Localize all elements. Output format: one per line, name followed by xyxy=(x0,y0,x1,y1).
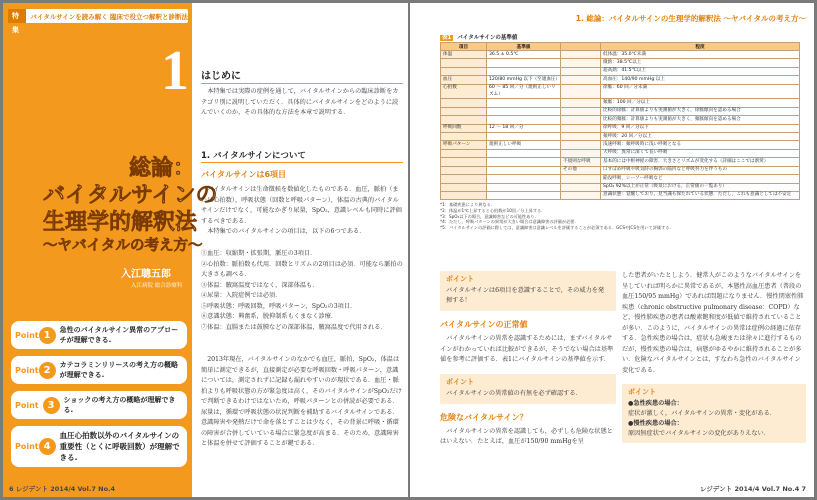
hypertension-example-paragraph: した患者がいたとしよう．健常人がこのようなバイタルサインを呈していれば明らかに異常であるが，本態性高血圧患者（普段の血圧150/95 mmHg）であれば問題になりません．慢性閉塞性肺疾患（chronic obstructive pulmonary disease：COPD）など，慢性肺疾患の患者は酸素飽和度が低値で維持されていることが多い．このように，バイタルサインの異常は症例の経過に依存する．急性疾患の場合は，症状も急峻または徐々に進行するものだが，慢性疾患の場合は，病態がゆるやかに維持されることが多い．危険なバイタルサインとは，すなわち急性のバイタルサイン変化である． xyxy=(622,272,804,374)
table-cell-sub xyxy=(561,51,601,59)
point-number-badge: 1 xyxy=(39,327,56,344)
point-text: 血圧心拍数以外のバイタルサインの重要性（とくに呼吸回数）が理解できる. xyxy=(59,431,180,462)
table-cell-sub xyxy=(561,84,601,99)
point-item-2 xyxy=(11,356,187,384)
author-affiliation: 入江病院 総合診療科 xyxy=(131,283,183,289)
table-cell-deg: 徐呼吸：9 回／分以下 xyxy=(601,124,800,132)
right-page xyxy=(410,3,814,497)
table-cell-deg: 高血圧：140/90 mmHg 以上 xyxy=(601,76,800,84)
table-cell-std: 12 ～ 18 回／分 xyxy=(487,124,561,132)
table-cell-item: 呼吸回数 xyxy=(441,124,487,132)
table-row xyxy=(441,191,800,199)
table-row xyxy=(441,51,800,59)
table-cell-std: 60 ～ 85 回／分（規則正しいリズム） xyxy=(487,84,561,99)
table-header: 項目 xyxy=(441,43,487,51)
table-cell-deg: 頻呼吸：20 回／分以上 xyxy=(601,133,800,141)
table-cell-sub xyxy=(561,175,601,183)
page-folio-left: 6 レジデント 2014/4 Vol.7 No.4 xyxy=(9,485,116,493)
left-page xyxy=(3,3,408,497)
table-cell-deg: 超高熱：41.5℃以上 xyxy=(601,67,800,75)
list-item: ②心拍数：脈拍数も代用．回数とリズムの2項目は必須．可能なら脈拍の大きさも調べる． xyxy=(201,260,403,278)
list-item: ③体温：腋窩温度ではなく，深部体温も． xyxy=(201,281,319,289)
point-item-1 xyxy=(11,321,187,349)
table-cell-item xyxy=(441,59,487,67)
vital-definition-paragraph: バイタルサインは生命徴候を数値化したものである．血圧，脈拍（または心拍数），呼吸状態（回数と呼吸パターン），体温の古典的バイタルサインだけでなく，可能なかぎり尿量，SpO₂，意識レベルも同時に評価するべきである． xyxy=(201,186,402,225)
feature-title: バイタルサインを読み解く 臨床で役立つ解釈と診断法 xyxy=(30,12,188,21)
point-label: Point xyxy=(15,442,39,451)
section-heading-vital-signs: 1. バイタルサインについて xyxy=(201,149,403,163)
table-cell-item: 呼吸パターン xyxy=(441,141,487,149)
table-row xyxy=(441,59,800,67)
point-item-4 xyxy=(11,426,187,467)
table-cell-item: 血圧 xyxy=(441,76,487,84)
table-row xyxy=(441,175,800,183)
point-label: Point xyxy=(15,365,39,375)
table-cell-sub xyxy=(561,116,601,124)
article-title xyxy=(43,155,218,256)
vital-sign-table xyxy=(440,42,800,200)
current-situation-paragraph: 2013年現在，バイタルサインのなかでも血圧，脈拍，SpO₂，体温は簡単に測定できるが，直接測定が必要な呼吸回数・呼吸パターン，意識については，測定されずに記録も漏れやすいのが現状である．血圧・脈拍よりも呼吸状態の方が緊急度は高く，そのバイタルサインがSpO₂だけで判断できるわけではないため，呼吸パターンとの併読が必要である．尿量は，循環で呼吸状態の状況判断を補助するバイタルサインである．意識障害や発熱だけで命を落とすことは少なく，その背景に呼吸・循環の障害が合併していている場合に緊急度が高まる．そのため，意識障害と体温を併せて評価することが鍵である． xyxy=(201,356,402,447)
list-item: ①血圧：収縮期・拡張期，脈圧の3項目． xyxy=(201,250,317,257)
point-text: 急性のバイタルサイン異常のアプローチが理解できる. xyxy=(59,326,179,344)
point-label: Point xyxy=(15,400,39,410)
point-box-text: バイタルサインの異常値の有無を必ず確認する． xyxy=(446,389,582,397)
table-note: *5：バイタルサインの評価に際しては，意識障害は意識レベルを評価することが必須である．GCSやJCSを用いて評価する． xyxy=(440,224,674,230)
orange-column xyxy=(3,3,218,497)
table-cell-item xyxy=(441,158,487,166)
table-row xyxy=(441,76,800,84)
table-cell-std xyxy=(487,191,561,199)
table-cell-item xyxy=(441,191,487,199)
point-box-title: ポイント xyxy=(446,275,474,283)
point-box-item: ●急性疾患の場合： xyxy=(628,400,683,407)
subheading-six-items: バイタルサインは6項目 xyxy=(201,170,287,179)
table-note: *3：SpO₂以下の場合，意識障害などの可能性あり． xyxy=(440,213,539,219)
table-row xyxy=(441,166,800,174)
table-cell-std xyxy=(487,67,561,75)
point-number-badge: 2 xyxy=(39,362,56,379)
table-cell-deg: 徐脈：60 回／分未満 xyxy=(601,84,800,99)
feature-banner xyxy=(8,9,188,34)
title-subtitle: ～ヤバイタルの考え方～ xyxy=(43,238,203,254)
table-cell-std xyxy=(487,107,561,115)
table-cell-sub xyxy=(561,107,601,115)
point-box-text: バイタルサインは6項目を意識することで，その威力を発揮する！ xyxy=(446,287,605,304)
table-note: *4：ただし，呼吸パターンの異常が大きい場合は意識障害の評価が必要． xyxy=(440,219,579,225)
point-box-title: ポイント xyxy=(628,388,656,396)
table-header-row xyxy=(441,43,800,51)
table-cell-sub: 不規則な呼吸 xyxy=(561,158,601,166)
six-items-lead: 本特集でのバイタルサインの項目は，以下の6つである． xyxy=(207,228,366,235)
chapter-number: 1 xyxy=(161,40,189,102)
table-row xyxy=(441,107,800,115)
table-tag: 表1 xyxy=(442,35,452,41)
section-heading-intro: はじめに xyxy=(201,67,403,84)
title-line-2: バイタルサインの xyxy=(43,183,218,208)
table-row xyxy=(441,67,800,75)
table-cell-sub xyxy=(561,67,601,75)
point-text: カテコラミンリリースの考え方の概略が理解できる. xyxy=(59,361,178,379)
table-cell-deg: 比較的徐脈：計算値よりも実測値が大きく，徐脈傾向を認める場合 xyxy=(601,107,800,115)
table-cell-deg: 微熱：38.5℃以上 xyxy=(601,59,800,67)
table-cell-deg: 浅速呼吸：頻呼吸時に浅い呼吸となる xyxy=(601,141,800,149)
point-box-item: 原因無症状でバイタルサインの変化がありえない． xyxy=(628,430,770,437)
table-row xyxy=(441,141,800,149)
table-cell-item: 体温 xyxy=(441,51,487,59)
table-cell-sub xyxy=(561,99,601,107)
table-header xyxy=(561,43,601,51)
point-box-item: ●慢性疾患の場合： xyxy=(628,420,683,427)
table-cell-std xyxy=(487,175,561,183)
table-row xyxy=(441,183,800,191)
table-row xyxy=(441,133,800,141)
six-items-text xyxy=(201,185,403,238)
table-cell-item xyxy=(441,116,487,124)
vital-items-list xyxy=(201,249,403,333)
point-list xyxy=(11,321,187,474)
right-column-2 xyxy=(622,271,806,443)
point-box-title: ポイント xyxy=(446,377,474,386)
table-cell-item xyxy=(441,166,487,174)
table-row xyxy=(441,149,800,157)
table-cell-std: 120/80 mmHg 以下（至適血圧） xyxy=(487,76,561,84)
table-row xyxy=(441,158,800,166)
table-note: *1：基礎疾患により異なる． xyxy=(440,202,496,208)
table-cell-deg: SpO₂ 92%以上が正常（吸気における，正常値の一覧あり） xyxy=(601,183,800,191)
title-line-3: 生理学的解釈法 xyxy=(43,210,198,235)
table-cell-item xyxy=(441,99,487,107)
author-name: 入江聰五郎 xyxy=(121,269,171,280)
table-cell-sub xyxy=(561,149,601,157)
table-header: 程度 xyxy=(601,43,800,51)
point-box-3 xyxy=(622,384,806,443)
table-note: *2：体温が1℃上昇すると心拍数が10回／分上昇する． xyxy=(440,207,546,213)
table-cell-sub xyxy=(561,59,601,67)
table-cell-item xyxy=(441,149,487,157)
table-cell-sub xyxy=(561,133,601,141)
point-item-3 xyxy=(11,391,187,419)
table-cell-deg: 低体温：35.0℃未満 xyxy=(601,51,800,59)
table-cell-item xyxy=(441,175,487,183)
table-cell-deg: 頻脈：100 回／分以上 xyxy=(601,99,800,107)
table-cell-std xyxy=(487,158,561,166)
table-header: 基準値 xyxy=(487,43,561,51)
table-cell-std: 36.5 ± 0.5℃ xyxy=(487,51,561,59)
feature-tag: 特集 xyxy=(8,9,26,23)
table-cell-std xyxy=(487,133,561,141)
running-head: 1. 総論：バイタルサインの生理学的解釈法 ～ヤバイタルの考え方～ xyxy=(575,14,806,23)
table-cell-item xyxy=(441,67,487,75)
danger-paragraph: バイタルサインの異常を認識しても，必ずしも危険な状態とはいえない．たとえば，血圧が150/90 mmHgを呈 xyxy=(440,427,613,445)
intro-paragraph: 本特集では実際の症例を通して，バイタルサインからの臨床診断をカテゴリ別に説明していただく．具体的にバイタルサインをどのように読んでいくのか，その具体的な方法を本章で説明する． xyxy=(201,88,399,116)
table-cell-deg: 口すぼめ呼吸や吸気時の胸郭の陥凹など呼吸努力を伴うもの xyxy=(601,166,800,174)
title-line-1: 総論： xyxy=(128,156,195,181)
table-cell-sub xyxy=(561,76,601,84)
table-row xyxy=(441,116,800,124)
table-cell-item xyxy=(441,183,487,191)
table-cell-item: 心拍数 xyxy=(441,84,487,99)
normal-values-paragraph: バイタルサインの異常を認識するためには，まずバイタルサインがわかっていれば比較ができるが，そうでない場合は基準値を参考に評価する．表1にバイタルサインの基準値を示す． xyxy=(440,335,614,363)
section-heading-normal: バイタルサインの正常値 xyxy=(440,320,528,329)
page-folio-right: レジデント 2014/4 Vol.7 No.4 7 xyxy=(699,485,806,493)
list-item: ⑤呼吸状態：呼吸回数，呼吸パターン，SpO₂の3項目． xyxy=(201,302,357,310)
table-cell-std xyxy=(487,99,561,107)
vital-table-block xyxy=(440,33,800,230)
point-box-2 xyxy=(440,374,616,404)
table-row xyxy=(441,124,800,132)
table-cell-sub xyxy=(561,183,601,191)
table-row xyxy=(441,84,800,99)
table-cell-deg: 意識状態：覚醒しており，見当識も保たれている状態．ただし，これも意識としては不安定 xyxy=(601,191,800,199)
table-caption xyxy=(440,33,800,41)
table-cell-std xyxy=(487,116,561,124)
point-number-badge: 4 xyxy=(39,438,56,455)
table-cell-std xyxy=(487,149,561,157)
table-cell-std xyxy=(487,183,561,191)
table-cell-sub xyxy=(561,141,601,149)
table-cell-std: 規則正しい呼吸 xyxy=(487,141,561,149)
table-row xyxy=(441,99,800,107)
table-cell-deg: 比較的頻脈：計算値よりも実測値が大きく，頻脈傾向を認める場合 xyxy=(601,116,800,124)
table-cell-deg: 大呼吸：異常に深くて長い呼吸 xyxy=(601,149,800,157)
point-number-badge: 3 xyxy=(43,397,60,414)
table-cell-sub: その他 xyxy=(561,166,601,174)
table-notes xyxy=(440,202,800,230)
table-cell-deg: 基本的には中枢神経の障害．大きさとリズムが変化する（詳細はここでは割愛） xyxy=(601,158,800,166)
table-cell-sub xyxy=(561,191,601,199)
table-cell-std xyxy=(487,166,561,174)
section-heading-danger: 危険なバイタルサイン？ xyxy=(440,412,528,422)
table-body xyxy=(441,51,800,200)
point-text: ショックの考え方の概略が理解できる. xyxy=(63,396,176,414)
table-cell-sub xyxy=(561,124,601,132)
point-box-item: 症状が激しく，バイタルサインの異常・変化がある． xyxy=(628,410,776,417)
table-cell-deg: 陥没呼吸，シーソー呼吸など xyxy=(601,175,800,183)
table-cell-item xyxy=(441,107,487,115)
point-label: Point xyxy=(15,330,39,340)
list-item: ⑦体温：直腸または鼓膜などの深部体温，腋窩温度で代用される． xyxy=(201,323,387,331)
point-box-1 xyxy=(440,271,616,311)
table-caption-text: バイタルサインの基準値 xyxy=(457,35,518,41)
right-column-1 xyxy=(440,271,616,448)
list-item: ⑥意識状態：興奮系，脱抑制系もくまなく診療． xyxy=(201,313,338,320)
table-cell-std xyxy=(487,59,561,67)
table-cell-item xyxy=(441,133,487,141)
list-item: ④尿量：入院症例では必須． xyxy=(201,292,282,299)
